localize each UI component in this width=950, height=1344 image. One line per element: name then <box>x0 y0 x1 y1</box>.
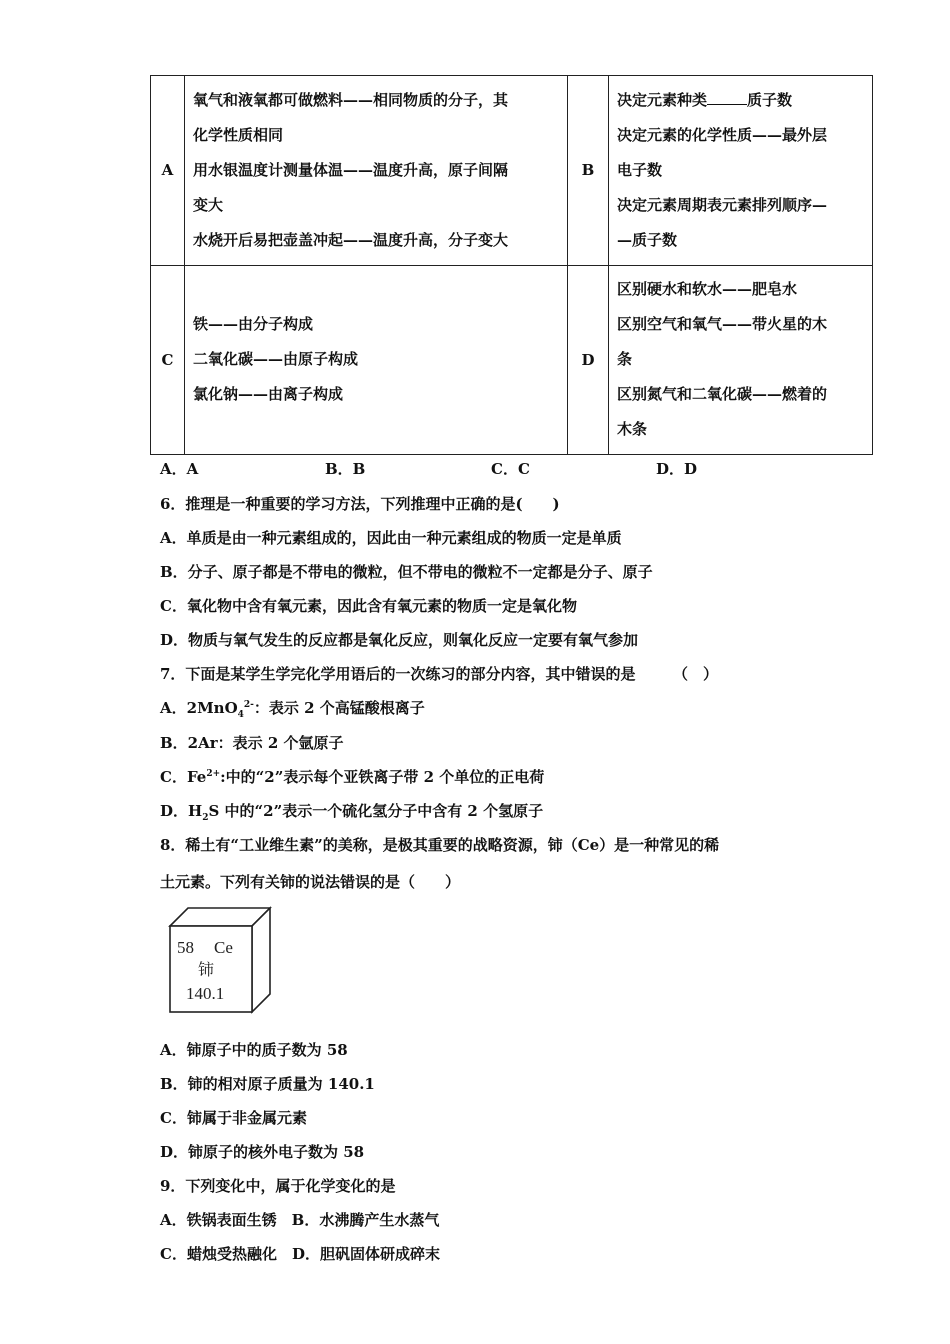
table-cell-d <box>609 265 873 455</box>
q7-c-pre: C．Fe <box>160 768 207 786</box>
q5-option-d: D．D <box>656 460 698 478</box>
q5-option-c: C．C <box>491 460 530 478</box>
cell-d-line: 区别氮气和二氧化碳——燃着的 <box>617 385 828 404</box>
q9-options-line2: C．蜡烛受热融化 D．胆矾固体研成碎末 <box>160 1245 440 1263</box>
q7-option-c <box>160 766 544 787</box>
cell-d-line: 条 <box>617 350 633 369</box>
cell-a-line: 变大 <box>193 195 224 214</box>
atomic-number: 58 <box>177 938 194 957</box>
cell-b-line: 电子数 <box>617 160 663 179</box>
cell-a-line: 氧气和液氧都可做燃料——相同物质的分子，其 <box>193 90 509 109</box>
q7-c-post: :中的“2”表示每个亚铁离子带 2 个单位的正电荷 <box>220 768 545 786</box>
cell-b-line: 决定元素的化学性质——最外层 <box>617 125 828 144</box>
cell-a-line: 化学性质相同 <box>193 125 284 144</box>
q6-option-d: D．物质与氧气发生的反应都是氧化反应，则氧化反应一定要有氧气参加 <box>160 631 639 649</box>
cell-d-line: 区别硬水和软水——肥皂水 <box>617 280 798 299</box>
table-cell-c <box>185 265 568 455</box>
q5-options-table <box>150 75 873 455</box>
cell-b-line: 决定元素周期表元素排列顺序— <box>617 195 828 214</box>
q6-stem: 6．推理是一种重要的学习方法，下列推理中正确的是( ) <box>160 495 560 513</box>
q7-d-post: S 中的“2”表示一个硫化氢分子中含有 2 个氢原子 <box>208 802 544 820</box>
cell-d-line: 区别空气和氧气——带火星的木 <box>617 315 828 334</box>
table-cell-b <box>609 76 873 266</box>
element-name: 铈 <box>198 960 215 979</box>
q9-stem: 9．下列变化中，属于化学变化的是 <box>160 1177 396 1195</box>
q7-d-pre: D．H <box>160 802 203 820</box>
q7-d-sub: 2 <box>202 813 209 823</box>
table-label-d: D <box>568 265 609 455</box>
q8-option-d: D．铈原子的核外电子数为 58 <box>160 1143 365 1161</box>
q7-option-b: B．2Ar：表示 2 个氩原子 <box>160 734 344 752</box>
blank-underline <box>707 90 747 105</box>
q9-options-line1: A．铁锅表面生锈 B．水沸腾产生水蒸气 <box>160 1211 440 1229</box>
q5-option-b: B．B <box>325 460 366 478</box>
q8-option-b: B．铈的相对原子质量为 140.1 <box>160 1075 375 1093</box>
cell-d-line: 木条 <box>617 420 648 439</box>
box-side-face <box>252 908 270 1012</box>
table-label-b: B <box>568 76 609 266</box>
element-symbol: Ce <box>214 938 233 957</box>
table-label-c: C <box>151 265 185 455</box>
atomic-mass: 140.1 <box>186 984 225 1003</box>
cell-a-line: 用水银温度计测量体温——温度升高，原子间隔 <box>193 160 509 179</box>
q7-a-pre: A．2MnO <box>160 699 238 717</box>
q6-option-c: C．氧化物中含有氧元素，因此含有氧元素的物质一定是氧化物 <box>160 597 577 615</box>
q8-option-a: A．铈原子中的质子数为 58 <box>160 1041 348 1059</box>
q7-a-post: ：表示 2 个高锰酸根离子 <box>253 699 425 717</box>
q8-stem-line2: 土元素。下列有关铈的说法错误的是（ ） <box>160 873 461 891</box>
table-label-a: A <box>151 76 185 266</box>
q6-option-a: A．单质是由一种元素组成的，因此由一种元素组成的物质一定是单质 <box>160 529 622 547</box>
cell-c-line: 二氧化碳——由原子构成 <box>193 350 359 369</box>
q7-stem: 7．下面是某学生学完化学用语后的一次练习的部分内容，其中错误的是 （ ） <box>160 665 718 683</box>
table-cell-a <box>185 76 568 266</box>
q7-a-sub: 4 <box>237 710 244 720</box>
q6-option-b: B．分子、原子都是不带电的微粒，但不带电的微粒不一定都是分子、原子 <box>160 563 653 581</box>
cell-b-line <box>617 83 864 118</box>
q7-c-sup: 2+ <box>206 769 221 779</box>
q8-option-c: C．铈属于非金属元素 <box>160 1109 307 1127</box>
cerium-element-box <box>168 906 272 1014</box>
cell-b-line: —质子数 <box>617 230 678 249</box>
q7-a-sup: 2- <box>243 700 254 710</box>
q7-option-a <box>160 697 425 720</box>
cell-b-line1-pre: 决定元素种类 <box>617 90 708 109</box>
cell-b-line1-post: 质子数 <box>747 90 793 109</box>
cell-a-line: 水烧开后易把壶盖冲起——温度升高，分子变大 <box>193 230 509 249</box>
q5-option-a: A．A <box>160 460 199 478</box>
q7-option-d <box>160 800 543 823</box>
q5-answer-options <box>160 458 860 478</box>
cell-c-line: 氯化钠——由离子构成 <box>193 385 344 404</box>
q8-stem-line1: 8．稀土有“工业维生素”的美称，是极其重要的战略资源，铈（Ce）是一种常见的稀 <box>160 836 720 854</box>
cell-c-line: 铁——由分子构成 <box>193 315 314 334</box>
